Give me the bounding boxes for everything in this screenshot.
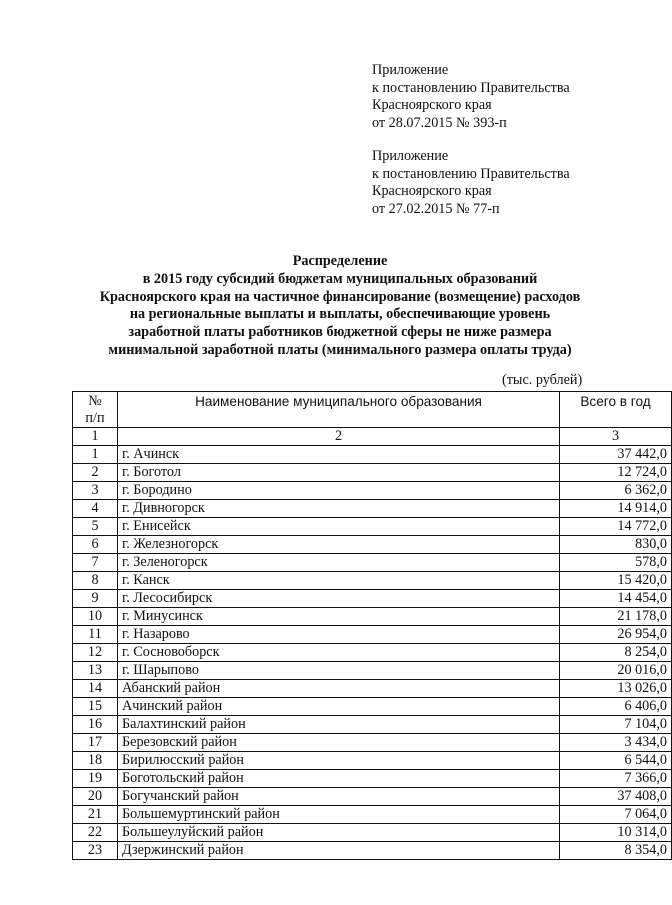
row-total: 14 454,0	[560, 590, 672, 608]
row-municipality: Дзержинский район	[118, 842, 560, 860]
row-total: 8 254,0	[560, 644, 672, 662]
row-number: 21	[73, 806, 118, 824]
title-line: Распределение	[292, 253, 388, 269]
row-municipality: г. Сосновоборск	[118, 644, 560, 662]
row-total: 830,0	[560, 536, 672, 554]
row-number: 15	[73, 698, 118, 716]
column-index: 3	[560, 428, 672, 446]
table-row	[73, 590, 672, 608]
appendix-original-resolution	[372, 148, 622, 218]
row-municipality: Бирилюсский район	[118, 752, 560, 770]
row-total: 8 354,0	[560, 842, 672, 860]
table-row	[73, 788, 672, 806]
row-total: 7 104,0	[560, 716, 672, 734]
row-number: 11	[73, 626, 118, 644]
row-total: 7 064,0	[560, 806, 672, 824]
table-row	[73, 770, 672, 788]
table-row	[73, 446, 672, 464]
appendix-resolution-ref: к постановлению Правительства	[372, 79, 570, 96]
table-row	[73, 734, 672, 752]
row-number: 1	[73, 446, 118, 464]
row-municipality: Абанский район	[118, 680, 560, 698]
column-index: 1	[73, 428, 118, 446]
header-number	[73, 392, 118, 428]
row-municipality: г. Боготол	[118, 464, 560, 482]
column-index: 2	[118, 428, 560, 446]
title-line: заработной платы работников бюджетной сферы не ниже размера	[128, 324, 552, 341]
row-municipality: Богучанский район	[118, 788, 560, 806]
row-number: 10	[73, 608, 118, 626]
row-total: 26 954,0	[560, 626, 672, 644]
table-row	[73, 698, 672, 716]
row-number: 18	[73, 752, 118, 770]
row-total: 14 914,0	[560, 500, 672, 518]
table-row	[73, 500, 672, 518]
row-total: 37 442,0	[560, 446, 672, 464]
table-row	[73, 716, 672, 734]
table-row	[73, 644, 672, 662]
table-row	[73, 806, 672, 824]
table-row	[73, 464, 672, 482]
appendix-region: Красноярского края	[372, 97, 492, 113]
row-municipality: г. Дивногорск	[118, 500, 560, 518]
row-number: 16	[73, 716, 118, 734]
appendix-region: Красноярского края	[372, 183, 492, 199]
row-municipality: г. Железногорск	[118, 536, 560, 554]
table-header-row	[73, 392, 672, 428]
table-row	[73, 662, 672, 680]
row-total: 12 724,0	[560, 464, 672, 482]
appendix-current-resolution	[372, 62, 622, 132]
row-municipality: г. Минусинск	[118, 608, 560, 626]
table-row	[73, 572, 672, 590]
row-municipality: г. Бородино	[118, 482, 560, 500]
appendix-label: Приложение	[372, 62, 449, 78]
table-row	[73, 482, 672, 500]
row-municipality: Большеулуйский район	[118, 824, 560, 842]
row-number: 19	[73, 770, 118, 788]
units-label: (тыс. рублей)	[502, 372, 583, 388]
appendix-label: Приложение	[372, 148, 449, 164]
row-number: 8	[73, 572, 118, 590]
row-number: 6	[73, 536, 118, 554]
document-title	[40, 253, 640, 360]
row-municipality: Березовский район	[118, 734, 560, 752]
row-number: 7	[73, 554, 118, 572]
row-municipality: г. Ачинск	[118, 446, 560, 464]
table-row	[73, 518, 672, 536]
row-total: 15 420,0	[560, 572, 672, 590]
row-total: 10 314,0	[560, 824, 672, 842]
row-total: 6 406,0	[560, 698, 672, 716]
appendix-date-number: от 27.02.2015 № 77-п	[372, 200, 500, 217]
row-number: 5	[73, 518, 118, 536]
row-number: 20	[73, 788, 118, 806]
row-municipality: г. Лесосибирск	[118, 590, 560, 608]
title-line: минимальной заработной платы (минимального размера оплаты труда)	[108, 341, 572, 358]
row-total: 6 544,0	[560, 752, 672, 770]
table-row	[73, 842, 672, 860]
row-municipality: г. Зеленогорск	[118, 554, 560, 572]
row-municipality: Большемуртинский район	[118, 806, 560, 824]
title-line: на региональные выплаты и выплаты, обеспечивающие уровень	[129, 306, 551, 323]
header-number-symbol: №	[88, 393, 102, 409]
row-municipality: г. Енисейск	[118, 518, 560, 536]
title-line: в 2015 году субсидий бюджетам муниципальных образований	[142, 270, 538, 287]
row-total: 578,0	[560, 554, 672, 572]
row-total: 37 408,0	[560, 788, 672, 806]
row-total: 21 178,0	[560, 608, 672, 626]
table-column-index-row	[73, 428, 672, 446]
row-number: 17	[73, 734, 118, 752]
row-total: 6 362,0	[560, 482, 672, 500]
table-row	[73, 824, 672, 842]
row-number: 13	[73, 662, 118, 680]
row-number: 23	[73, 842, 118, 860]
row-number: 12	[73, 644, 118, 662]
row-number: 22	[73, 824, 118, 842]
row-number: 3	[73, 482, 118, 500]
row-number: 2	[73, 464, 118, 482]
row-total: 3 434,0	[560, 734, 672, 752]
row-number: 14	[73, 680, 118, 698]
row-municipality: Боготольский район	[118, 770, 560, 788]
table-row	[73, 608, 672, 626]
row-municipality: г. Шарыпово	[118, 662, 560, 680]
header-number-abbr: п/п	[85, 410, 105, 426]
row-total: 13 026,0	[560, 680, 672, 698]
row-municipality: г. Канск	[118, 572, 560, 590]
appendix-date-number: от 28.07.2015 № 393-п	[372, 114, 507, 131]
row-municipality: г. Назарово	[118, 626, 560, 644]
row-number: 4	[73, 500, 118, 518]
distribution-table	[72, 391, 672, 860]
row-number: 9	[73, 590, 118, 608]
table-row	[73, 752, 672, 770]
title-line: Красноярского края на частичное финансирование (возмещение) расходов	[99, 288, 581, 305]
row-municipality: Балахтинский район	[118, 716, 560, 734]
table-row	[73, 554, 672, 572]
table-row	[73, 626, 672, 644]
row-total: 7 366,0	[560, 770, 672, 788]
header-municipality-name: Наименование муниципального образования	[118, 392, 560, 428]
row-municipality: Ачинский район	[118, 698, 560, 716]
header-annual-total: Всего в год	[560, 392, 672, 428]
table-row	[73, 680, 672, 698]
row-total: 20 016,0	[560, 662, 672, 680]
table-row	[73, 536, 672, 554]
appendix-resolution-ref: к постановлению Правительства	[372, 165, 570, 182]
row-total: 14 772,0	[560, 518, 672, 536]
